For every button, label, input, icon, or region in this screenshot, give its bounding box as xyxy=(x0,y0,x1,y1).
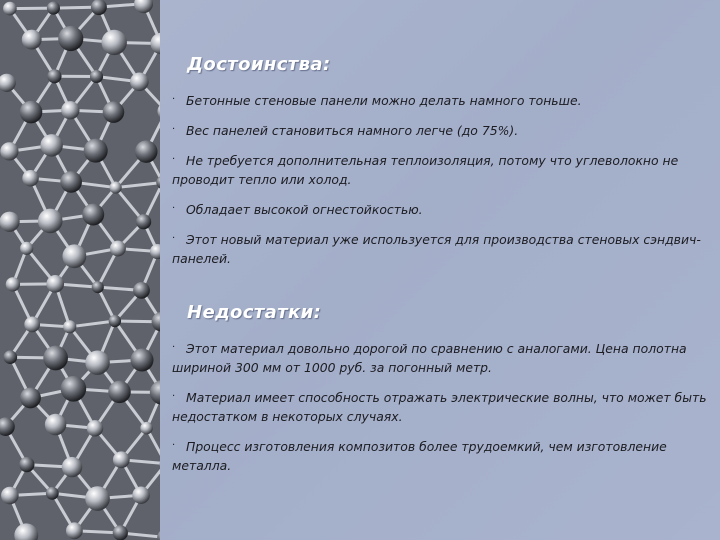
list-item xyxy=(172,90,712,110)
disadvantages-heading: Недостатки: xyxy=(187,302,322,323)
molecule-atom xyxy=(24,317,40,333)
molecule-atom xyxy=(47,69,61,83)
list-item-text: Этот материал довольно дорогой по сравнению с аналогами. Цена полотна шириной 300 мм от 1000 руб. за погонный метр. xyxy=(172,341,687,375)
molecule-atom xyxy=(102,30,127,55)
list-item xyxy=(172,229,712,268)
list-item-text: Процесс изготовления композитов более трудоемкий, чем изготовление металла. xyxy=(172,439,667,473)
molecule-atom xyxy=(140,422,152,434)
molecule-atom xyxy=(38,209,63,234)
molecule-atom xyxy=(14,523,38,540)
molecule-atom xyxy=(3,350,17,364)
list-item xyxy=(172,338,712,377)
molecule-atom xyxy=(22,170,39,187)
molecule-atom xyxy=(20,101,43,124)
text-content xyxy=(160,0,720,540)
molecule-atom xyxy=(150,33,160,54)
list-item xyxy=(172,150,712,189)
molecule-atom xyxy=(108,381,131,404)
molecule-atom xyxy=(103,101,125,123)
molecule-atom xyxy=(150,244,160,259)
bullet-icon: · xyxy=(172,440,176,451)
molecule-atom xyxy=(63,320,76,333)
list-item xyxy=(172,387,712,426)
molecule-atom xyxy=(152,312,160,332)
molecule-atom xyxy=(1,487,19,505)
molecule-atom xyxy=(90,70,103,83)
list-item-text: Этот новый материал уже используется для производства стеновых сэндвич-панелей. xyxy=(172,232,701,266)
molecular-structure-image xyxy=(0,0,160,540)
molecule-atom xyxy=(45,414,66,435)
molecule-atom xyxy=(61,101,79,119)
molecule-atom xyxy=(62,457,82,477)
disadvantages-list xyxy=(172,338,712,485)
molecule-atom xyxy=(47,2,60,15)
molecule-atom xyxy=(0,142,18,160)
molecule-atom xyxy=(133,282,150,299)
molecule-atom xyxy=(85,350,109,374)
molecule-bond xyxy=(70,321,115,327)
bullet-icon: · xyxy=(172,233,176,244)
bullet-icon: · xyxy=(172,124,176,135)
list-item xyxy=(172,199,712,219)
molecule-atom xyxy=(110,241,126,257)
list-item-text: Вес панелей становиться намного легче (до 75%). xyxy=(186,123,519,138)
bullet-icon: · xyxy=(172,203,176,214)
bullet-icon: · xyxy=(172,154,176,165)
list-item xyxy=(172,436,712,475)
molecule-bond xyxy=(116,182,160,187)
list-item-text: Не требуется дополнительная теплоизоляция, потому что углеволокно не проводит тепло или холод. xyxy=(172,153,679,187)
molecule-atom xyxy=(113,451,130,468)
molecule-atom xyxy=(130,349,153,372)
molecule-atom xyxy=(113,525,128,540)
molecule-atom xyxy=(134,0,153,13)
molecule-atom xyxy=(82,204,104,226)
molecule-atom xyxy=(20,387,41,408)
molecule-atom xyxy=(130,73,149,92)
list-item-text: Материал имеет способность отражать электрические волны, что может быть недостатком в некоторых случаях. xyxy=(172,390,707,424)
molecule-atom xyxy=(6,277,20,291)
molecule-atom xyxy=(58,26,83,51)
molecule-atom xyxy=(132,487,149,504)
bullet-icon: · xyxy=(172,342,176,353)
molecule-atom xyxy=(92,281,104,293)
list-item xyxy=(172,120,712,140)
molecule-atom xyxy=(40,134,62,156)
advantages-list xyxy=(172,90,712,278)
bullet-icon: · xyxy=(172,94,176,105)
molecule-atom xyxy=(62,244,86,268)
molecule-atom xyxy=(46,487,59,500)
molecule-atom xyxy=(61,376,87,402)
molecule-atom xyxy=(135,140,157,162)
molecule-atom xyxy=(3,2,17,16)
molecule-atom xyxy=(46,275,64,293)
advantages-heading: Достоинства: xyxy=(187,54,331,75)
molecule-atom xyxy=(84,139,108,163)
molecule-atom xyxy=(19,457,34,472)
list-item-text: Обладает высокой огнестойкостью. xyxy=(186,202,423,217)
molecule-atom xyxy=(85,486,110,511)
molecule-illustration xyxy=(0,0,160,540)
molecule-atom xyxy=(22,30,42,50)
molecule-atom xyxy=(20,242,33,255)
molecule-atom xyxy=(150,380,160,404)
molecule-atom xyxy=(110,182,122,194)
molecule-atom xyxy=(136,214,151,229)
list-item-text: Бетонные стеновые панели можно делать намного тоньше. xyxy=(186,93,582,108)
molecule-atom xyxy=(109,315,121,327)
molecule-atom xyxy=(87,420,103,436)
bullet-icon: · xyxy=(172,391,176,402)
molecule-atom xyxy=(43,346,68,371)
molecule-atom xyxy=(66,522,83,539)
molecule-atom xyxy=(60,171,82,193)
molecule-atom xyxy=(0,212,20,232)
